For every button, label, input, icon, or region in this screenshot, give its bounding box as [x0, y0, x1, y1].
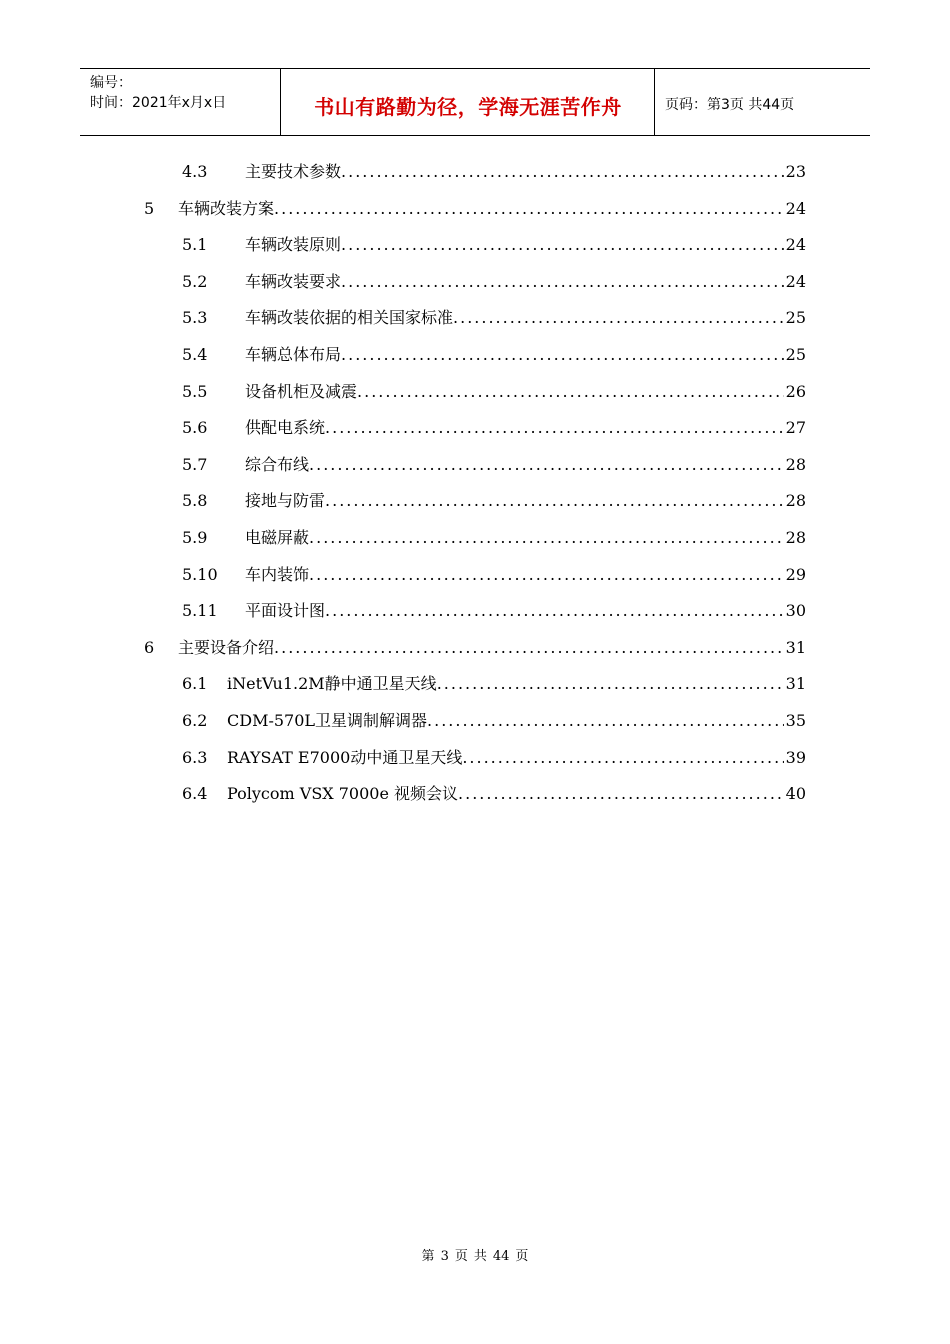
toc-entry-page: 27 [785, 418, 806, 438]
toc-entry-title: 综合布线 [245, 454, 310, 474]
toc-entry-number: 4.3 [182, 162, 208, 181]
toc-entry-number: 5.11 [182, 601, 218, 621]
toc-dot-leader [325, 599, 784, 623]
toc-entry-number: 6 [144, 637, 155, 657]
toc-entry-page: 30 [785, 601, 806, 621]
footer-total-pages: 44 [492, 1249, 510, 1264]
toc-entry-page: 28 [785, 491, 806, 511]
toc-entry[interactable] [144, 197, 806, 221]
toc-dot-leader [453, 306, 784, 330]
footer-ye-end: 页 [515, 1249, 529, 1264]
toc-entry[interactable] [182, 306, 806, 330]
toc-entry-number: 6.1 [182, 674, 208, 694]
toc-entry[interactable] [182, 233, 806, 257]
toc-dot-leader [458, 782, 784, 806]
toc-entry-title: Polycom VSX 7000e 视频会议 [227, 784, 459, 804]
toc-entry[interactable] [182, 782, 806, 806]
toc-entry[interactable] [182, 599, 806, 623]
toc-entry-page: 28 [785, 454, 806, 474]
toc-dot-leader [309, 563, 784, 587]
toc-entry-number: 6.3 [182, 747, 208, 767]
toc-entry-title: 主要技术参数 [245, 162, 342, 181]
toc-entry-number: 5.8 [182, 491, 208, 511]
toc-dot-leader [427, 709, 784, 733]
toc-dot-leader [341, 343, 784, 367]
toc-entry-number: 5.6 [182, 418, 208, 438]
toc-dot-leader [341, 160, 784, 184]
toc-entry[interactable] [182, 709, 806, 733]
toc-dot-leader [325, 489, 784, 513]
toc-dot-leader [274, 197, 784, 221]
toc-entry[interactable] [182, 160, 806, 184]
header-left-cell [80, 69, 281, 135]
footer-di: 第 [421, 1249, 435, 1264]
toc-entry[interactable] [182, 526, 806, 550]
footer-ye: 页 [454, 1249, 468, 1264]
toc-entry-page: 25 [785, 345, 806, 364]
toc-entry-page: 40 [785, 784, 806, 804]
header-right-cell [655, 69, 870, 135]
toc-entry-title: 车辆改装依据的相关国家标准 [245, 308, 454, 328]
page-footer [0, 1245, 950, 1264]
toc-entry-title: 车辆总体布局 [245, 345, 342, 364]
toc-entry-number: 5.9 [182, 528, 208, 547]
toc-entry-number: 6.4 [182, 784, 208, 804]
toc-entry-number: 5.5 [182, 381, 208, 401]
toc-entry-page: 39 [785, 747, 806, 767]
toc-entry[interactable] [182, 672, 806, 696]
toc-entry[interactable] [182, 380, 806, 404]
page-header [80, 68, 870, 136]
toc-entry-title: CDM-570L卫星调制解调器 [227, 711, 428, 730]
toc-dot-leader [274, 636, 784, 660]
header-motto: 书山有路勤为径，学海无涯苦作舟 [314, 95, 622, 119]
toc-entry-title: 供配电系统 [245, 418, 326, 438]
toc-entry-number: 6.2 [182, 711, 208, 730]
toc-entry-page: 31 [785, 674, 806, 694]
toc-entry[interactable] [182, 270, 806, 294]
toc-entry[interactable] [182, 416, 806, 440]
toc-dot-leader [341, 233, 784, 257]
toc-dot-leader [309, 453, 784, 477]
toc-entry-number: 5 [144, 198, 155, 218]
toc-entry-number: 5.2 [182, 271, 208, 291]
toc-entry[interactable] [182, 453, 806, 477]
footer-gong: 共 [473, 1249, 487, 1264]
toc-entry-page: 25 [785, 308, 806, 328]
document-number-label: 编号： [90, 75, 132, 91]
toc-entry-page: 24 [785, 271, 806, 291]
toc-dot-leader [341, 270, 784, 294]
toc-entry[interactable] [182, 746, 806, 770]
toc-dot-leader [462, 746, 783, 770]
toc-entry-page: 24 [785, 235, 806, 255]
toc-dot-leader [309, 526, 784, 550]
toc-entry-number: 5.1 [182, 235, 208, 255]
toc-entry-title: 车辆改装方案 [178, 198, 275, 218]
toc-entry-page: 31 [785, 637, 806, 657]
toc-entry[interactable] [182, 489, 806, 513]
toc-entry-page: 29 [785, 564, 806, 584]
toc-entry[interactable] [182, 563, 806, 587]
toc-entry[interactable] [144, 636, 806, 660]
toc-dot-leader [437, 672, 784, 696]
toc-entry-page: 35 [785, 711, 806, 730]
header-page-info: 页码：第3页 共44页 [665, 97, 795, 113]
toc-entry-title: 设备机柜及减震 [245, 381, 358, 401]
toc-entry-title: 电磁屏蔽 [245, 528, 310, 547]
toc-entry-title: 车内装饰 [245, 564, 310, 584]
toc-entry-title: RAYSAT E7000动中通卫星天线 [227, 747, 463, 767]
toc-entry-number: 5.4 [182, 345, 208, 364]
footer-current-page: 3 [440, 1249, 449, 1264]
toc-entry-title: 车辆改装要求 [245, 271, 342, 291]
toc-entry[interactable] [182, 343, 806, 367]
header-motto-cell [281, 69, 655, 135]
toc-entry-page: 23 [785, 162, 806, 181]
toc-dot-leader [325, 416, 784, 440]
toc-entry-title: iNetVu1.2M静中通卫星天线 [227, 674, 437, 694]
document-time-label: 时间：2021年x月x日 [90, 95, 227, 111]
toc-entry-title: 主要设备介绍 [178, 637, 275, 657]
toc-entry-number: 5.10 [182, 564, 218, 584]
toc-entry-title: 车辆改装原则 [245, 235, 342, 255]
toc-entry-title: 接地与防雷 [245, 491, 326, 511]
toc-entry-title: 平面设计图 [245, 601, 326, 621]
toc-dot-leader [357, 380, 784, 404]
toc-entry-page: 24 [785, 198, 806, 218]
toc-entry-page: 28 [785, 528, 806, 547]
toc-entry-number: 5.3 [182, 308, 208, 328]
toc-entry-page: 26 [785, 381, 806, 401]
toc-entry-number: 5.7 [182, 454, 208, 474]
